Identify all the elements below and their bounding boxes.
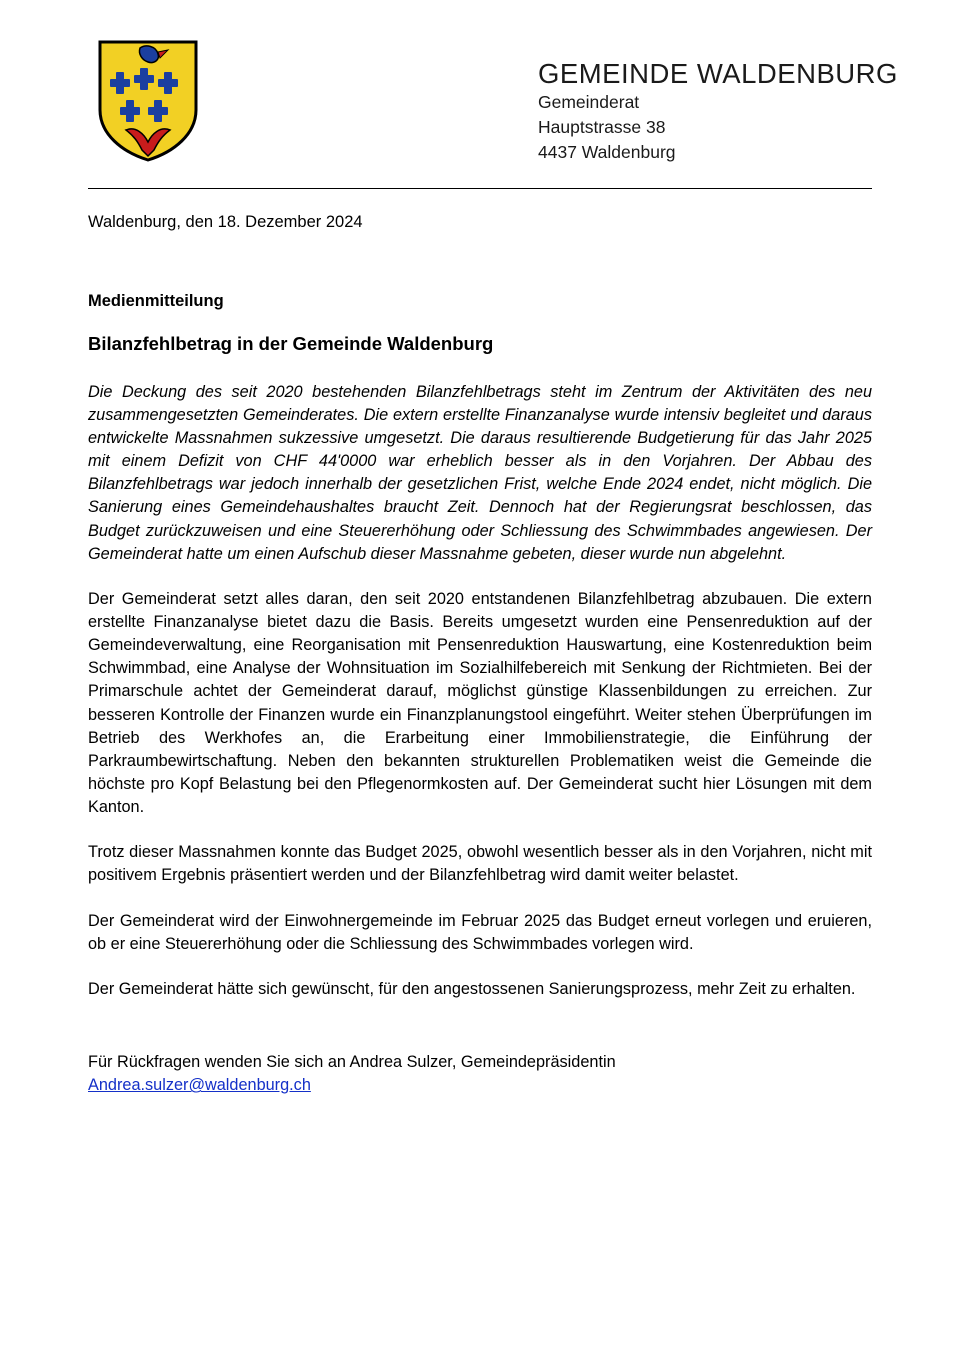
crest-container (88, 36, 208, 162)
organisation-address (208, 36, 898, 166)
contact-block (88, 1051, 872, 1095)
paragraph-2: Trotz dieser Massnahmen konnte das Budget 2025, obwohl wesentlich besser als in den Vorjahren, nicht mit positivem Ergebnis präsentiert werden und der Bilanzfehlbetrag wird damit weiter belastet. (88, 843, 872, 885)
coat-of-arms-icon (96, 38, 200, 162)
paragraph-3: Der Gemeinderat wird der Einwohnergemeinde im Februar 2025 das Budget erneut vorlegen und eruieren, ob er eine Steuererhöhung oder die Schliessung des Schwimmbades vorlegen wird. (88, 911, 872, 953)
page-title: Bilanzfehlbetrag in der Gemeinde Waldenburg (88, 332, 494, 354)
organisation-department: Gemeinderat (538, 91, 640, 112)
letterhead (0, 0, 960, 166)
paragraph-1: Der Gemeinderat setzt alles daran, den seit 2020 entstandenen Bilanzfehlbetrag abzubauen. Die extern erstellte Finanzanalyse bietet dazu die Basis. Bereits umgesetzt wurden eine Pensenreduktion auf der Gemeindeverwaltung, eine Reorganisation mit Pensenreduktion Hauswartung, eine Kostenreduktion beim Schwimmbad, eine Analyse der Wohnsituation im Sozialhilfebereich mit Senkung der Richtmieten. Bei der Primarschule achtet der Gemeinderat darauf, möglichst günstige Klassenbildungen zu erreichen. Zur besseren Kontrolle der Finanzen wurde ein Finanzplanungstool eingeführt. Weiter stehen Überprüfungen im Betrieb des Werkhofes an, die Erarbeitung einer Immobilienstrategie, die Einführung der Parkraumbewirtschaftung. Neben den bekannten strukturellen Problematiken weist die Gemeinde die höchste pro Kopf Belastung bei den Pflegenormkosten auf. Der Gemeinderat sucht hier Lösungen mit dem Kanton. (88, 589, 872, 817)
header-divider (88, 188, 872, 189)
document-body (0, 213, 960, 1095)
organisation-name: GEMEINDE WALDENBURG (538, 58, 898, 89)
date-line: Waldenburg, den 18. Dezember 2024 (88, 212, 363, 231)
contact-email-link[interactable]: Andrea.sulzer@waldenburg.ch (88, 1076, 311, 1095)
lead-paragraph: Die Deckung des seit 2020 bestehenden Bilanzfehlbetrags steht im Zentrum der Aktivitäten des neu zusammengesetzten Gemeinderates. Die extern erstellte Finanzanalyse wurde intensiv begleitet und daraus entwickelte Massnahmen sukzessive umgesetzt. Die daraus resultierende Budgetierung für das Jahr 2025 mit einem Defizit von CHF 44'0000 war erheblich besser als in den Vorjahren. Der Abbau des Bilanzfehlbetrags war jedoch innerhalb der gesetzlichen Frist, welche Ende 2024 endet, nicht möglich. Die Sanierung eines Gemeindehaushaltes braucht Zeit. Dennoch hat der Regierungsrat beschlossen, das Budget zurückzuweisen und eine Steuererhöhung oder Schliessung des Schwimmbades angewiesen. Der Gemeinderat hatte um einen Aufschub dieser Massnahme gebeten, dieser wurde nun abgelehnt. (88, 382, 872, 563)
organisation-street: Hauptstrasse 38 (538, 117, 666, 137)
paragraph-4: Der Gemeinderat hätte sich gewünscht, für den angestossenen Sanierungsprozess, mehr Zeit zu erhalten. (88, 979, 856, 998)
organisation-city: 4437 Waldenburg (538, 142, 676, 163)
document-label: Medienmitteilung (88, 291, 224, 310)
content-block (88, 292, 872, 1095)
contact-text: Für Rückfragen wenden Sie sich an Andrea Sulzer, Gemeindepräsidentin (88, 1052, 616, 1071)
